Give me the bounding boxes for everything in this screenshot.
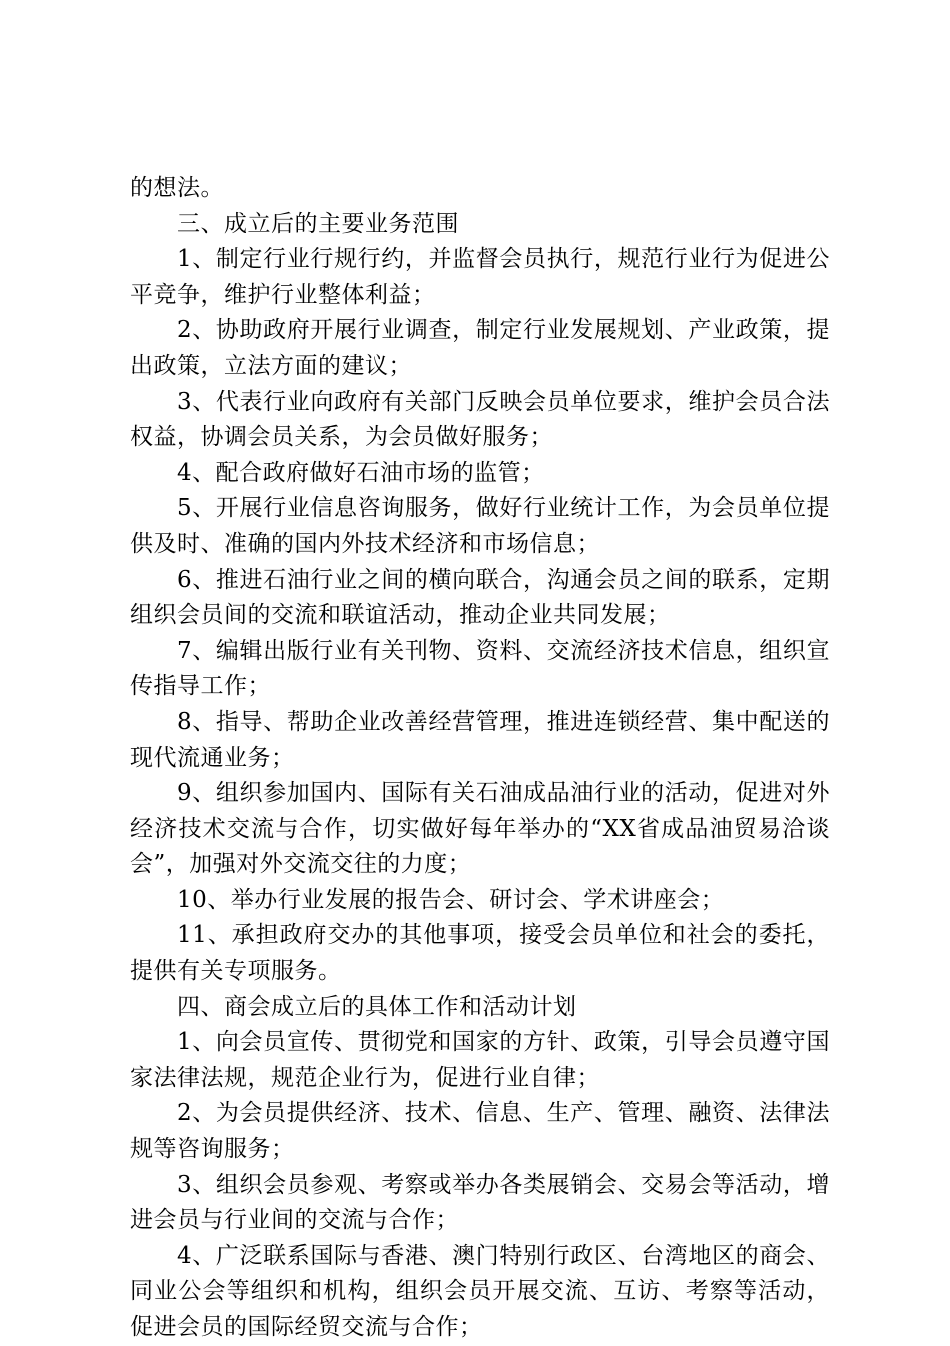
list-item: 6、推进石油行业之间的横向联合，沟通会员之间的联系，定期组织会员间的交流和联谊活动，推动企业共同发展； [130,566,830,629]
list-item: 8、指导、帮助企业改善经营管理，推进连锁经营、集中配送的现代流通业务； [130,708,830,771]
list-item: 2、协助政府开展行业调查，制定行业发展规划、产业政策，提出政策，立法方面的建议； [130,317,830,379]
list-item: 1、向会员宣传、贯彻党和国家的方针、政策，引导会员遵守国家法律法规，规范企业行为，促进行业自律； [130,1029,830,1091]
section-heading-3: 三、成立后的主要业务范围 [177,210,459,237]
list-item: 9、组织参加国内、国际有关石油成品油行业的活动，促进对外经济技术交流与合作，切实做好每年举办的“XX省成品油贸易洽谈会”，加强对外交流交往的力度； [130,780,830,878]
list-item: 7、编辑出版行业有关刊物、资料、交流经济技术信息，组织宣传指导工作； [130,637,830,700]
list-item: 3、组织会员参观、考察或举办各类展销会、交易会等活动，增进会员与行业间的交流与合作； [130,1171,830,1234]
section-heading-4: 四、商会成立后的具体工作和活动计划 [177,993,577,1020]
document-page [130,171,830,1346]
list-item: 4、配合政府做好石油市场的监管； [177,459,545,486]
list-item: 1、制定行业行规行约，并监督会员执行，规范行业行为促进公平竞争，维护行业整体利益； [130,246,830,308]
list-item: 2、为会员提供经济、技术、信息、生产、管理、融资、法律法规等咨询服务； [130,1100,830,1163]
list-item: 10、举办行业发展的报告会、研讨会、学术讲座会； [177,886,725,913]
paragraph-continuation: 的想法。 [130,175,224,201]
list-item: 11、承担政府交办的其他事项，接受会员单位和社会的委托，提供有关专项服务。 [130,922,830,985]
list-item: 3、代表行业向政府有关部门反映会员单位要求，维护会员合法权益，协调会员关系，为会员做好服务； [130,388,830,451]
list-item: 4、广泛联系国际与香港、澳门特别行政区、台湾地区的商会、同业公会等组织和机构，组织会员开展交流、互访、考察等活动，促进会员的国际经贸交流与合作； [130,1242,830,1340]
list-item: 5、开展行业信息咨询服务，做好行业统计工作，为会员单位提供及时、准确的国内外技术经济和市场信息； [130,495,830,557]
